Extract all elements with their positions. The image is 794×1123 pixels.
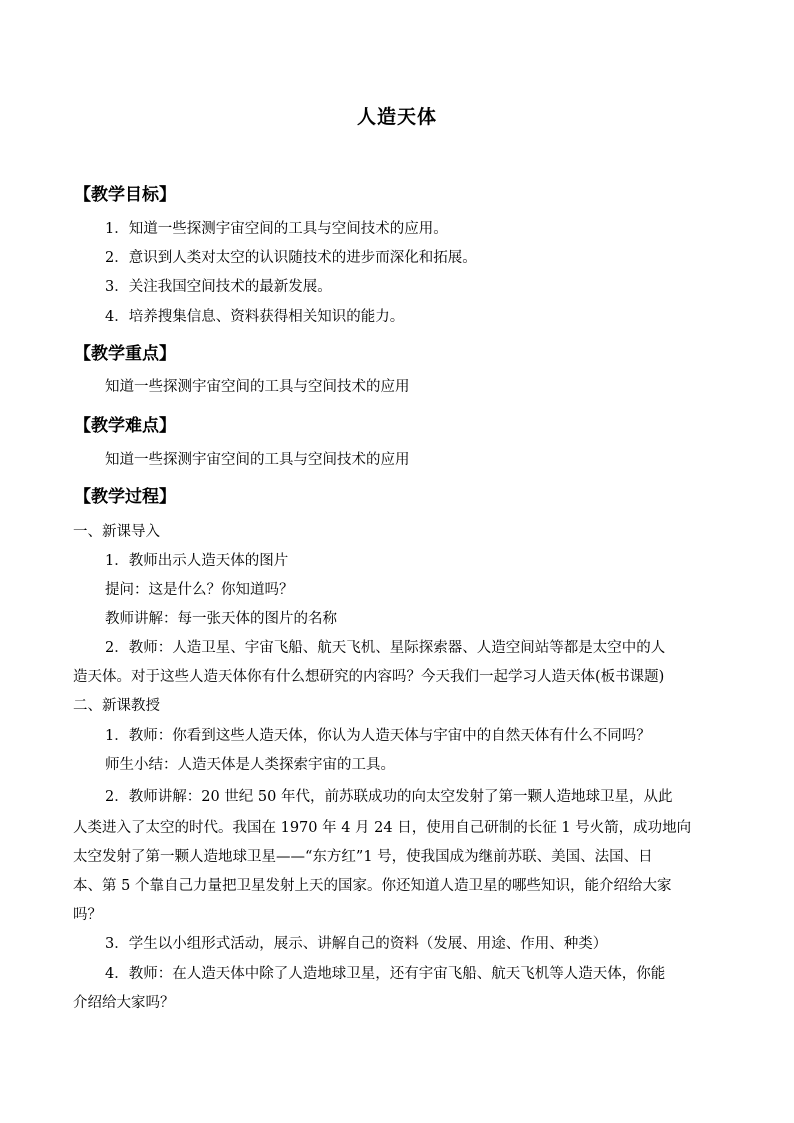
objective-item: 1．知道一些探测宇宙空间的工具与空间技术的应用。 bbox=[105, 221, 448, 237]
difficulties-heading: 【教学难点】 bbox=[74, 416, 176, 436]
process-line: 2．教师讲解：20 世纪 50 年代，前苏联成功的向太空发射了第一颗人造地球卫星，从此 bbox=[105, 789, 673, 805]
objective-item: 3．关注我国空间技术的最新发展。 bbox=[105, 279, 332, 295]
process-line: 吗？ bbox=[73, 907, 102, 923]
process-line: 师生小结：人造天体是人类探索宇宙的工具。 bbox=[105, 757, 395, 773]
key-points-heading: 【教学重点】 bbox=[74, 344, 176, 364]
document-title: 人造天体 bbox=[356, 106, 437, 128]
process-line: 人类进入了太空的时代。我国在 1970 年 4 月 24 日，使用自己研制的长征 1 号火箭，成功地向 bbox=[73, 820, 692, 836]
process-line: 4．教师：在人造天体中除了人造地球卫星，还有宇宙飞船、航天飞机等人造天体，你能 bbox=[105, 966, 666, 982]
process-line: 介绍给大家吗？ bbox=[73, 995, 175, 1011]
objectives-heading: 【教学目标】 bbox=[74, 185, 176, 205]
process-line: 1．教师：你看到这些人造天体，你认为人造天体与宇宙中的自然天体有什么不同吗？ bbox=[105, 728, 651, 744]
process-line: 教师讲解：每一张天体的图片的名称 bbox=[105, 611, 337, 627]
key-points-text: 知道一些探测宇宙空间的工具与空间技术的应用 bbox=[105, 379, 410, 395]
process-line: 造天体。对于这些人造天体你有什么想研究的内容吗？今天我们一起学习人造天体(板书课题) bbox=[73, 669, 665, 685]
process-line: 1．教师出示人造天体的图片 bbox=[105, 553, 289, 569]
objective-item: 2．意识到人类对太空的认识随技术的进步而深化和拓展。 bbox=[105, 250, 477, 266]
objective-item: 4．培养搜集信息、资料获得相关知识的能力。 bbox=[105, 309, 405, 325]
process-line: 提问：这是什么？你知道吗？ bbox=[105, 582, 294, 598]
process-line: 3．学生以小组形式活动，展示、讲解自己的资料（发展、用途、作用、种类） bbox=[105, 936, 608, 952]
process-part1-heading: 一、新课导入 bbox=[73, 524, 160, 540]
process-line: 本、第 5 个靠自己力量把卫星发射上天的国家。你还知道人造卫星的哪些知识，能介绍给大家 bbox=[73, 878, 672, 894]
difficulties-text: 知道一些探测宇宙空间的工具与空间技术的应用 bbox=[105, 452, 410, 468]
process-part2-heading: 二、新课教授 bbox=[73, 698, 160, 714]
process-line: 太空发射了第一颗人造地球卫星——“东方红”1 号，使我国成为继前苏联、美国、法国、日 bbox=[73, 849, 653, 865]
process-line: 2．教师：人造卫星、宇宙飞船、航天飞机、星际探索器、人造空间站等都是太空中的人 bbox=[105, 640, 666, 656]
process-heading: 【教学过程】 bbox=[74, 487, 176, 507]
